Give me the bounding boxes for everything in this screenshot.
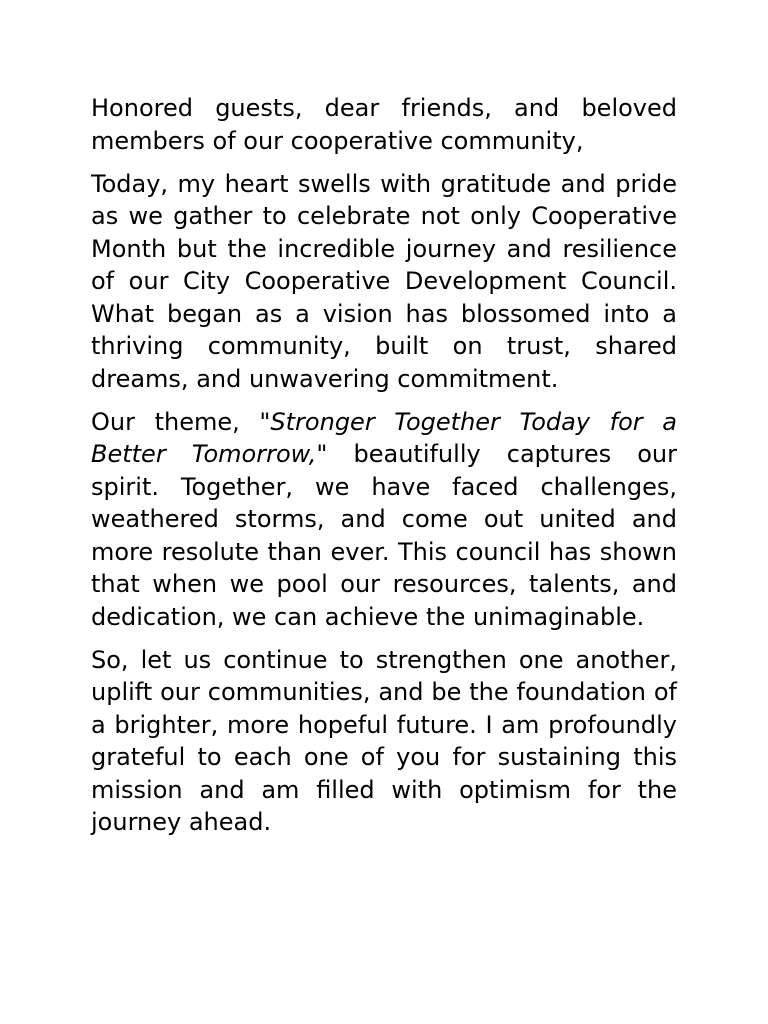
theme-paragraph <box>91 406 677 634</box>
gratitude-paragraph: Today, my heart swells with gratitude and pride as we gather to celebrate not only Cooperative Month but the incredible journey and resilience of our City Cooperative Development Council. What began as a vision has blossomed into a thriving community, built on trust, shared dreams, and unwavering commitment. <box>91 169 677 393</box>
theme-quote: Stronger Together Today for a Better Tomorrow, <box>91 407 677 468</box>
closing-paragraph: So, let us continue to strengthen one another, uplift our communities, and be the foundation of a brighter, more hopeful future. I am profoundly grateful to each one of you for sustaining this mission and am filled with optimism for the journey ahead. <box>91 645 677 836</box>
theme-continuation-text: " beautifully captures our spirit. Together, we have faced challenges, weathered storms, and come out united and more resolute than ever. This council has shown that when we pool our resources, talents, and dedication, we can achieve the unimaginable. <box>91 440 677 631</box>
theme-intro-text: Our theme, " <box>91 407 271 436</box>
greeting-paragraph: Honored guests, dear friends, and beloved members of our cooperative community, <box>91 94 677 155</box>
speech-body <box>91 92 677 849</box>
